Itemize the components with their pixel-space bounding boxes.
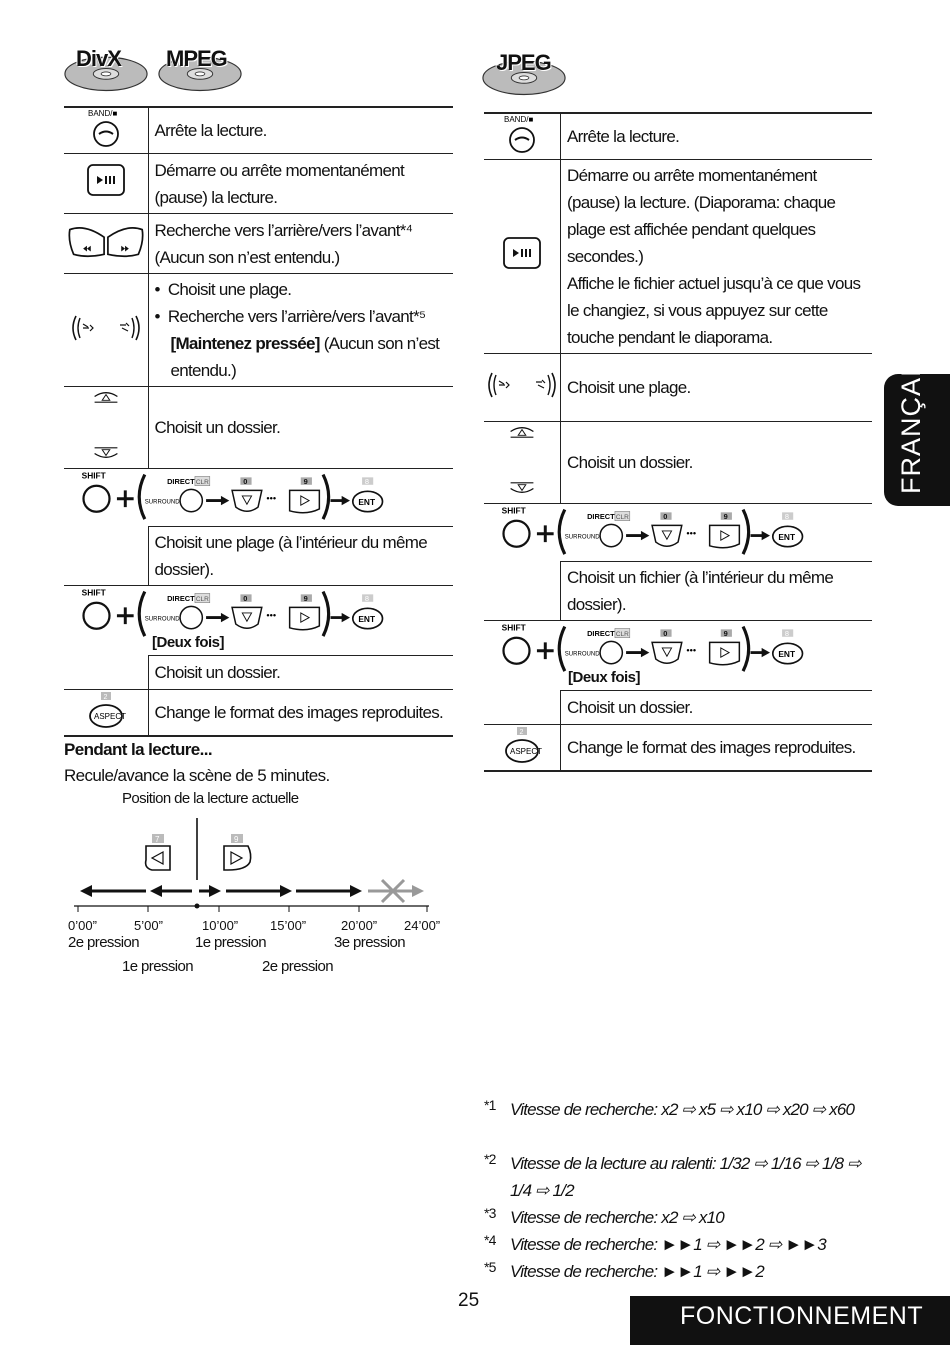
table-row xyxy=(64,214,453,274)
control-dial-icon[interactable] xyxy=(68,312,144,344)
page-number: 25 xyxy=(458,1290,480,1311)
play-pause-button-icon[interactable] xyxy=(86,163,126,199)
shift-direct-combo-icon xyxy=(68,586,398,638)
row-text-2: Affiche le fichier actuel jusqu’à ce que vous le changiez, si vous appuyez sur cette touche pendant le diaporama. xyxy=(567,274,861,347)
table-row xyxy=(484,691,872,725)
table-row xyxy=(64,387,453,469)
jpeg-operations-table xyxy=(484,112,872,772)
table-row xyxy=(484,113,872,160)
position-label: Position de la lecture actuelle xyxy=(122,790,299,807)
list-item: • Choisit une plage. xyxy=(154,280,292,299)
divx-logo-label: DivX xyxy=(76,46,121,71)
mpeg-logo-label: MPEG xyxy=(166,46,227,71)
row-text: Démarre ou arrête momentanément (pause) la lecture. xyxy=(148,154,453,214)
section-footer xyxy=(630,1296,950,1345)
tick-label: 20’00” xyxy=(341,918,378,933)
tick-label: 24’00” xyxy=(404,918,441,933)
row-text: Choisit une plage. xyxy=(561,354,873,422)
row-text: Arrête la lecture. xyxy=(148,107,453,154)
row-text: Choisit un fichier (à l’intérieur du même dossier). xyxy=(561,562,873,621)
language-tab xyxy=(884,349,950,506)
tick-label: 0’00” xyxy=(68,918,97,933)
row-text: Démarre ou arrête momentanément (pause) la lecture. (Diaporama: chaque plage est affichée pendant quelques secondes.) xyxy=(567,166,836,266)
press-label: 1e pression xyxy=(122,958,193,975)
table-row xyxy=(64,107,453,154)
footnote-mark: *3 xyxy=(484,1205,496,1221)
footnote-text: Vitesse de la lecture au ralenti: 1/32 ⇨ 1/16 ⇨ 1/8 ⇨ 1/4 ⇨ 1/2 xyxy=(510,1154,861,1200)
language-tab-label: FRANÇAIS xyxy=(896,349,926,494)
footnote-text: Vitesse de recherche: ►►1 ⇨ ►►2 ⇨ ►►3 xyxy=(510,1235,826,1254)
next-button-number: 9 xyxy=(234,835,239,844)
section-footer-label: FONCTIONNEMENT xyxy=(680,1302,924,1330)
footnote-mark: *2 xyxy=(484,1151,496,1167)
press-label: 1e pression xyxy=(195,934,266,951)
shift-direct-combo-icon xyxy=(488,621,818,673)
footnote-mark: *5 xyxy=(484,1259,496,1275)
footnote-mark: *4 xyxy=(484,1232,496,1248)
table-row xyxy=(484,504,872,562)
table-row xyxy=(484,725,872,772)
row-text: Choisit un dossier. xyxy=(148,656,453,690)
table-row xyxy=(64,690,453,737)
aspect-button-icon[interactable] xyxy=(502,725,542,765)
footnote-text: Vitesse de recherche: x2 ⇨ x10 xyxy=(510,1208,724,1227)
prev-button-number: 7 xyxy=(155,835,160,844)
folder-up-down-icon[interactable] xyxy=(86,387,126,463)
press-label: 3e pression xyxy=(334,934,405,951)
folder-up-down-icon[interactable] xyxy=(502,422,542,498)
table-row xyxy=(484,422,872,504)
row-text: Arrête la lecture. xyxy=(561,113,873,160)
tick-label: 5’00” xyxy=(134,918,163,933)
mpeg-disc-icon xyxy=(156,44,244,94)
row-text: Change le format des images reproduites. xyxy=(561,725,873,772)
footnote-text: Vitesse de recherche: ►►1 ⇨ ►►2 xyxy=(510,1262,764,1281)
table-row xyxy=(64,274,453,387)
footnote-mark: *1 xyxy=(484,1097,496,1113)
row-text: Choisit un dossier. xyxy=(561,691,873,725)
shift-direct-combo-icon xyxy=(68,469,398,521)
table-row xyxy=(64,586,453,656)
pendant-text: Recule/avance la scène de 5 minutes. xyxy=(64,766,330,785)
pendant-title: Pendant la lecture... xyxy=(64,740,213,759)
table-row xyxy=(64,154,453,214)
timeline-diagram xyxy=(64,810,454,920)
seek-buttons-icon[interactable] xyxy=(66,219,146,263)
aspect-button-icon[interactable] xyxy=(86,690,126,730)
press-label: 2e pression xyxy=(68,934,139,951)
table-row xyxy=(484,621,872,691)
control-dial-icon[interactable] xyxy=(484,369,560,401)
twice-note: [Deux fois] xyxy=(568,669,641,686)
tick-label: 15’00” xyxy=(270,918,307,933)
divx-disc-icon xyxy=(62,44,150,94)
table-row xyxy=(484,562,872,621)
row-text: Choisit une plage (à l’intérieur du même dossier). xyxy=(148,527,453,586)
row-text: Recherche vers l’arrière/vers l’avant*⁴ (Aucun son n’est entendu.) xyxy=(148,214,453,274)
table-row xyxy=(484,354,872,422)
divx-mpeg-operations-table xyxy=(64,106,453,737)
tick-label: 10’00” xyxy=(202,918,239,933)
jpeg-disc-icon xyxy=(480,48,568,98)
band-stop-button-icon[interactable] xyxy=(86,108,126,148)
row-text: Choisit un dossier. xyxy=(148,387,453,469)
table-row xyxy=(64,527,453,586)
table-row xyxy=(64,656,453,690)
jpeg-logo-label: JPEG xyxy=(496,50,551,75)
row-text: Change le format des images reproduites. xyxy=(148,690,453,737)
row-text: Choisit un dossier. xyxy=(561,422,873,504)
band-stop-button-icon[interactable] xyxy=(502,114,542,154)
press-label: 2e pression xyxy=(262,958,333,975)
play-pause-button-icon[interactable] xyxy=(502,236,542,272)
list-item: • Recherche vers l’arrière/vers l’avant*⁵ [Maintenez pressée] (Aucun son n’est entendu.) xyxy=(154,307,440,380)
table-row xyxy=(484,160,872,354)
table-row xyxy=(64,469,453,527)
twice-note: [Deux fois] xyxy=(152,634,225,651)
shift-direct-combo-icon xyxy=(488,504,818,556)
footnote-text: Vitesse de recherche: x2 ⇨ x5 ⇨ x10 ⇨ x20 ⇨ x60 xyxy=(510,1100,855,1119)
